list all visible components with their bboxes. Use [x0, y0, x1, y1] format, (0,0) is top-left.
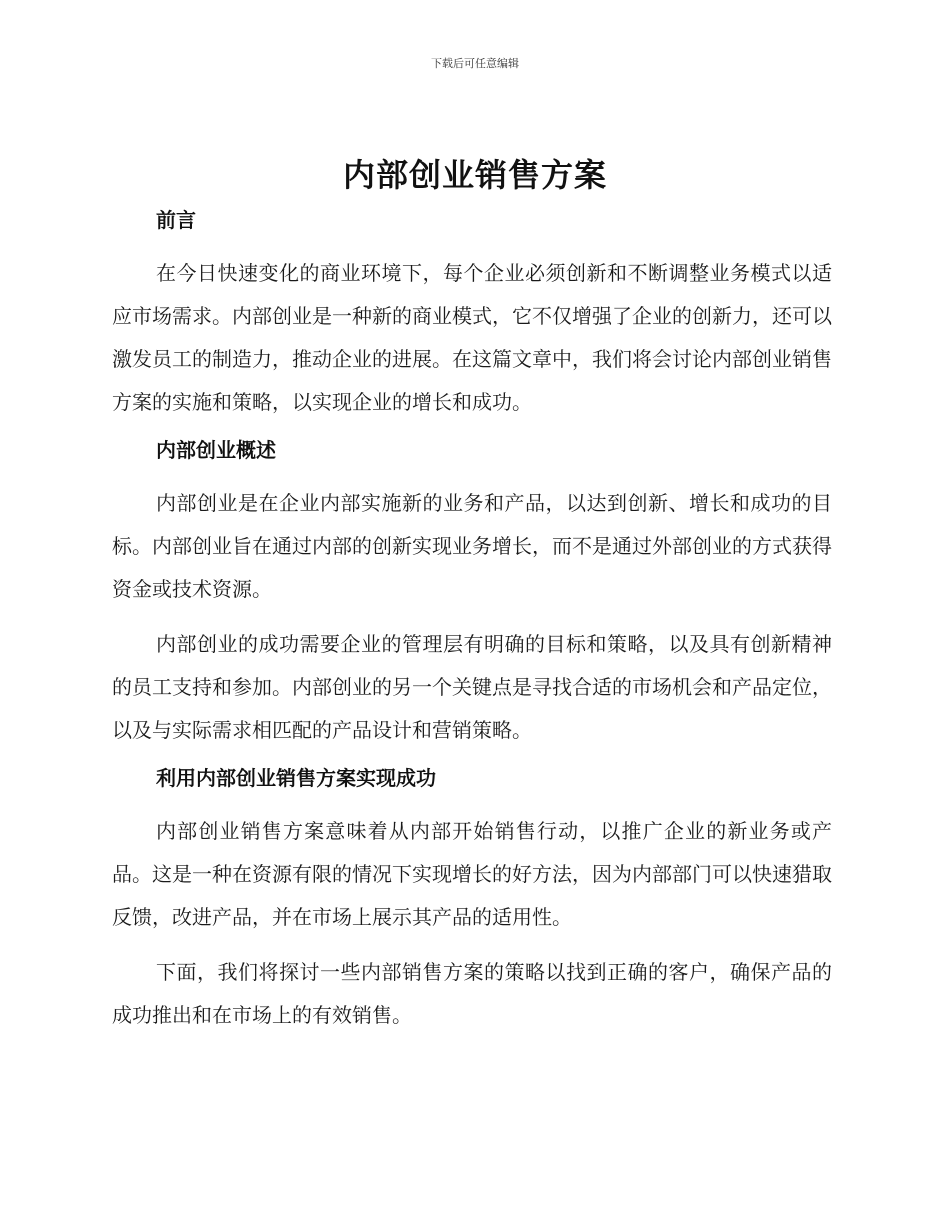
paragraph: 在今日快速变化的商业环境下，每个企业必须创新和不断调整业务模式以适应市场需求。内部创业是一种新的商业模式，它不仅增强了企业的创新力，还可以激发员工的制造力，推动企业的进展。在这篇文章中，我们将会讨论内部创业销售方案的实施和策略，以实现企业的增长和成功。	[112, 261, 832, 414]
section-heading-preface: 前言	[156, 208, 196, 232]
paragraph: 下面，我们将探讨一些内部销售方案的策略以找到正确的客户，确保产品的成功推出和在市场上的有效销售。	[112, 960, 832, 1027]
paragraph: 内部创业销售方案意味着从内部开始销售行动，以推广企业的新业务或产品。这是一种在资源有限的情况下实现增长的好方法，因为内部部门可以快速猎取反馈，改进产品，并在市场上展示其产品的适用性。	[112, 819, 832, 929]
paragraph: 内部创业是在企业内部实施新的业务和产品，以达到创新、增长和成功的目标。内部创业旨在通过内部的创新实现业务增长，而不是通过外部创业的方式获得资金或技术资源。	[112, 491, 832, 601]
page-header-note: 下载后可任意编辑	[431, 57, 519, 70]
paragraph: 内部创业的成功需要企业的管理层有明确的目标和策略，以及具有创新精神的员工支持和参加。内部创业的另一个关键点是寻找合适的市场机会和产品定位，以及与实际需求相匹配的产品设计和营销策略。	[112, 632, 832, 742]
section-heading-success: 利用内部创业销售方案实现成功	[156, 766, 436, 790]
document-body	[112, 200, 832, 1037]
section-heading-overview: 内部创业概述	[156, 438, 276, 462]
document-title: 内部创业销售方案	[342, 156, 607, 194]
